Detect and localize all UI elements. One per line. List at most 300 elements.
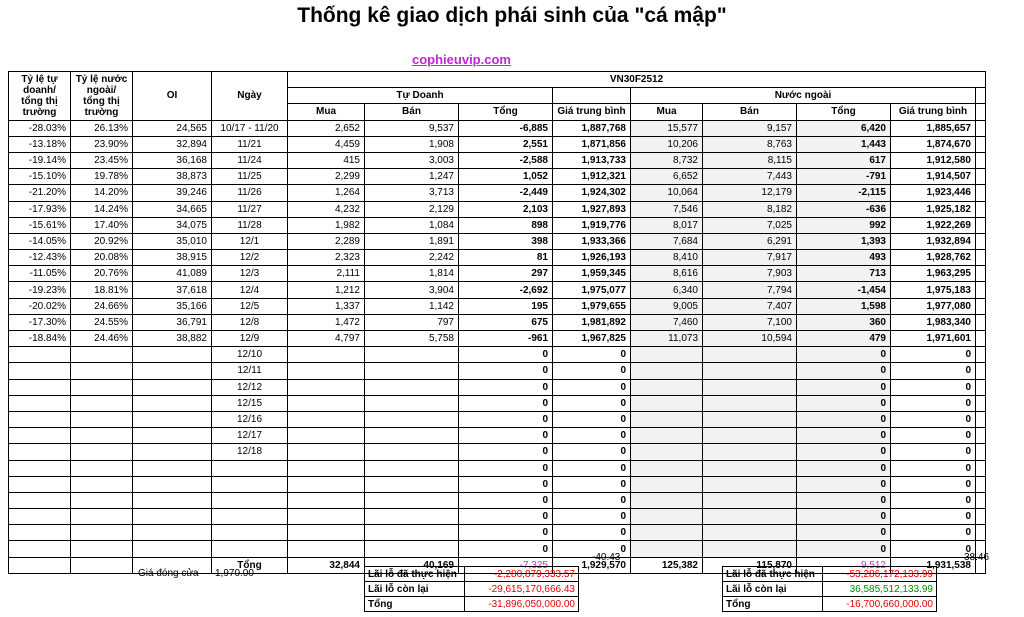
cell-nn-mua <box>631 492 703 508</box>
cell-nuoc-ngoai-ratio: 14.20% <box>71 185 133 201</box>
cell-td-mua: 4,232 <box>288 201 365 217</box>
total-nn-gia: 1,931,538 <box>891 557 976 573</box>
cell-nn-tong: 0 <box>797 428 891 444</box>
cell-blank <box>976 250 986 266</box>
cell-nn-mua <box>631 363 703 379</box>
cell-tu-doanh-ratio <box>9 347 71 363</box>
cell-nuoc-ngoai-ratio: 23.90% <box>71 136 133 152</box>
cell-nn-ban: 7,025 <box>703 217 797 233</box>
cell-oi: 38,915 <box>133 250 212 266</box>
pl-table-tu-doanh <box>364 566 579 612</box>
header-td-tong: Tổng <box>459 104 553 120</box>
table-row <box>9 314 986 330</box>
cell-td-ban: 1,814 <box>365 266 459 282</box>
cell-td-ban <box>365 541 459 557</box>
cell-nn-tong: 0 <box>797 492 891 508</box>
pl-open-label: Lãi lỗ còn lại <box>365 582 465 597</box>
cell-nn-ban: 8,182 <box>703 201 797 217</box>
table-row <box>9 509 986 525</box>
cell-oi <box>133 460 212 476</box>
cell-nn-ban: 7,903 <box>703 266 797 282</box>
cell-td-tong: 0 <box>459 428 553 444</box>
cell-date: 12/3 <box>212 266 288 282</box>
cell-td-mua: 2,652 <box>288 120 365 136</box>
cell-nn-tong: 0 <box>797 363 891 379</box>
cell-date: 12/12 <box>212 379 288 395</box>
cell-td-ban: 1,247 <box>365 169 459 185</box>
cell-td-ban <box>365 395 459 411</box>
cell-nuoc-ngoai-ratio <box>71 428 133 444</box>
cell-tu-doanh-ratio: -20.02% <box>9 298 71 314</box>
cell-blank <box>976 217 986 233</box>
cell-blank <box>976 347 986 363</box>
cell-tu-doanh-ratio <box>9 444 71 460</box>
cell-nn-mua: 11,073 <box>631 331 703 347</box>
cell-nuoc-ngoai-ratio: 20.08% <box>71 250 133 266</box>
cell-td-gia: 0 <box>553 347 631 363</box>
header-nuoc-ngoai: Nước ngoài <box>631 88 976 104</box>
cell-td-ban <box>365 492 459 508</box>
site-link[interactable]: cophieuvip.com <box>412 52 511 67</box>
cell-td-ban <box>365 509 459 525</box>
cell-td-gia: 0 <box>553 444 631 460</box>
cell-nuoc-ngoai-ratio: 24.55% <box>71 314 133 330</box>
cell-nn-gia: 0 <box>891 460 976 476</box>
cell-td-mua: 1,472 <box>288 314 365 330</box>
cell-td-mua <box>288 363 365 379</box>
cell-nn-mua: 6,652 <box>631 169 703 185</box>
pl-realized-value: -53,286,172,133.99 <box>823 567 937 582</box>
cell-nn-mua: 8,017 <box>631 217 703 233</box>
total-nn-mua: 125,382 <box>631 557 703 573</box>
header-nn-ban: Bán <box>703 104 797 120</box>
cell-date: 12/1 <box>212 233 288 249</box>
cell-td-tong: 0 <box>459 347 553 363</box>
cell-nn-mua: 6,340 <box>631 282 703 298</box>
cell-blank <box>976 428 986 444</box>
cell-td-gia: 0 <box>553 395 631 411</box>
cell-blank <box>976 379 986 395</box>
cell-blank <box>976 201 986 217</box>
cell-nn-gia: 0 <box>891 525 976 541</box>
table-row <box>9 201 986 217</box>
cell-td-gia: 1,959,345 <box>553 266 631 282</box>
header-ngay: Ngày <box>212 72 288 121</box>
cell-nn-ban: 12,179 <box>703 185 797 201</box>
cell-oi: 35,010 <box>133 233 212 249</box>
cell-td-ban: 3,003 <box>365 152 459 168</box>
header-tu-doanh: Tự Doanh <box>288 88 553 104</box>
cell-td-ban: 9,537 <box>365 120 459 136</box>
cell-td-mua: 415 <box>288 152 365 168</box>
header-nn-mua: Mua <box>631 104 703 120</box>
cell-nn-mua: 15,577 <box>631 120 703 136</box>
cell-td-tong: 0 <box>459 509 553 525</box>
cell-nn-tong: 617 <box>797 152 891 168</box>
table-row <box>9 185 986 201</box>
header-blank <box>976 88 986 104</box>
pl-total-label: Tổng <box>365 597 465 612</box>
cell-td-tong: 2,103 <box>459 201 553 217</box>
cell-blank <box>976 331 986 347</box>
cell-oi <box>133 379 212 395</box>
cell-td-tong: 0 <box>459 411 553 427</box>
cell-nn-gia: 0 <box>891 347 976 363</box>
cell-td-tong: 0 <box>459 492 553 508</box>
cell-oi <box>133 509 212 525</box>
cell-nn-mua <box>631 347 703 363</box>
cell-nn-tong: 0 <box>797 525 891 541</box>
cell-nuoc-ngoai-ratio <box>71 492 133 508</box>
cell-blank <box>976 492 986 508</box>
header-tu-doanh-ratio: Tỷ lệ tự doanh/ tổng thị trường <box>9 72 71 121</box>
cell-td-ban <box>365 347 459 363</box>
cell-td-mua <box>288 541 365 557</box>
cell-oi: 32,894 <box>133 136 212 152</box>
cell-date <box>212 509 288 525</box>
cell-nuoc-ngoai-ratio: 20.92% <box>71 233 133 249</box>
cell-td-tong: 0 <box>459 395 553 411</box>
cell-nn-ban: 10,594 <box>703 331 797 347</box>
cell-oi <box>133 476 212 492</box>
cell-td-tong: 0 <box>459 460 553 476</box>
cell-nn-ban: 7,443 <box>703 169 797 185</box>
cell-blank <box>976 233 986 249</box>
cell-nn-gia: 1,925,182 <box>891 201 976 217</box>
cell-nn-tong: 0 <box>797 395 891 411</box>
cell-nuoc-ngoai-ratio <box>71 460 133 476</box>
cell-tu-doanh-ratio: -15.10% <box>9 169 71 185</box>
cell-nuoc-ngoai-ratio: 20.76% <box>71 266 133 282</box>
cell-tu-doanh-ratio: -14.05% <box>9 233 71 249</box>
table-row <box>9 233 986 249</box>
cell-nuoc-ngoai-ratio <box>71 476 133 492</box>
cell-nn-gia: 0 <box>891 363 976 379</box>
cell-td-tong: -6,885 <box>459 120 553 136</box>
cell-nn-gia: 1,912,580 <box>891 152 976 168</box>
cell-td-mua: 2,299 <box>288 169 365 185</box>
cell-nn-tong: 1,443 <box>797 136 891 152</box>
cell-td-gia: 0 <box>553 509 631 525</box>
total-td-gia: 1,929,570 <box>553 557 631 573</box>
cell-nn-gia: 1,923,446 <box>891 185 976 201</box>
cell-nn-gia: 1,914,507 <box>891 169 976 185</box>
total-td-ban: 40,169 <box>365 557 459 573</box>
cell-date: 12/5 <box>212 298 288 314</box>
cell-nn-ban <box>703 509 797 525</box>
cell-date: 12/15 <box>212 395 288 411</box>
cell-td-ban: 2,242 <box>365 250 459 266</box>
cell-tu-doanh-ratio <box>9 509 71 525</box>
cell-td-mua: 1,337 <box>288 298 365 314</box>
table-row <box>9 136 986 152</box>
cell-nn-tong: 992 <box>797 217 891 233</box>
cell-nn-ban: 8,763 <box>703 136 797 152</box>
cell-date <box>212 525 288 541</box>
cell-nn-mua <box>631 509 703 525</box>
cell-date: 11/24 <box>212 152 288 168</box>
cell-nn-mua <box>631 428 703 444</box>
cell-oi: 41,089 <box>133 266 212 282</box>
cell-nn-mua: 7,460 <box>631 314 703 330</box>
cell-nn-tong: 493 <box>797 250 891 266</box>
cell-nn-tong: -636 <box>797 201 891 217</box>
cell-blank <box>976 395 986 411</box>
cell-td-ban: 1,908 <box>365 136 459 152</box>
header-nn-tong: Tổng <box>797 104 891 120</box>
pl-total-label: Tổng <box>723 597 823 612</box>
totals-label: Tổng <box>212 557 288 573</box>
cell-oi: 35,166 <box>133 298 212 314</box>
cell-blank <box>976 298 986 314</box>
pl-realized-label: Lãi lỗ đã thực hiện <box>723 567 823 582</box>
cell-td-tong: 0 <box>459 379 553 395</box>
cell-td-mua <box>288 379 365 395</box>
cell-tu-doanh-ratio <box>9 411 71 427</box>
cell-td-ban: 5,758 <box>365 331 459 347</box>
cell-date <box>212 476 288 492</box>
diff-nuoc-ngoai: 38.46 <box>964 552 990 563</box>
cell-nn-gia: 1,963,295 <box>891 266 976 282</box>
cell-td-ban <box>365 363 459 379</box>
table-row <box>9 266 986 282</box>
table-row <box>9 460 986 476</box>
cell-nn-tong: -791 <box>797 169 891 185</box>
cell-td-tong: 297 <box>459 266 553 282</box>
cell-td-gia: 0 <box>553 411 631 427</box>
cell-td-tong: 0 <box>459 363 553 379</box>
cell-blank <box>9 557 71 573</box>
cell-td-gia: 1,919,776 <box>553 217 631 233</box>
pl-total-value: -31,896,050,000.00 <box>465 597 579 612</box>
cell-blank <box>976 460 986 476</box>
cell-nuoc-ngoai-ratio <box>71 541 133 557</box>
cell-td-gia: 0 <box>553 525 631 541</box>
cell-td-gia: 1,924,302 <box>553 185 631 201</box>
cell-nn-mua: 10,064 <box>631 185 703 201</box>
cell-td-mua <box>288 476 365 492</box>
table-row <box>9 331 986 347</box>
cell-nuoc-ngoai-ratio <box>71 509 133 525</box>
cell-blank <box>976 444 986 460</box>
cell-tu-doanh-ratio: -28.03% <box>9 120 71 136</box>
pl-total-value: -16,700,660,000.00 <box>823 597 937 612</box>
table-row <box>9 428 986 444</box>
cell-date <box>212 460 288 476</box>
cell-nn-mua: 8,732 <box>631 152 703 168</box>
cell-nn-tong: 0 <box>797 379 891 395</box>
cell-nn-ban <box>703 460 797 476</box>
header-contract: VN30F2512 <box>288 72 986 88</box>
cell-nn-mua <box>631 395 703 411</box>
cell-td-ban <box>365 379 459 395</box>
cell-td-tong: 81 <box>459 250 553 266</box>
cell-nuoc-ngoai-ratio: 19.78% <box>71 169 133 185</box>
cell-td-mua <box>288 492 365 508</box>
cell-nn-ban <box>703 476 797 492</box>
pl-table-nuoc-ngoai <box>722 566 937 612</box>
cell-tu-doanh-ratio: -17.30% <box>9 314 71 330</box>
cell-tu-doanh-ratio: -18.84% <box>9 331 71 347</box>
cell-td-ban <box>365 476 459 492</box>
cell-nuoc-ngoai-ratio: 24.46% <box>71 331 133 347</box>
cell-tu-doanh-ratio: -19.14% <box>9 152 71 168</box>
cell-nn-mua: 10,206 <box>631 136 703 152</box>
cell-nn-mua <box>631 525 703 541</box>
cell-nn-gia: 0 <box>891 444 976 460</box>
cell-blank <box>976 476 986 492</box>
cell-td-gia: 1,912,321 <box>553 169 631 185</box>
cell-td-tong: -2,588 <box>459 152 553 168</box>
cell-oi <box>133 492 212 508</box>
cell-td-gia: 0 <box>553 379 631 395</box>
cell-td-ban <box>365 460 459 476</box>
table-row <box>9 152 986 168</box>
cell-nn-ban: 7,794 <box>703 282 797 298</box>
pl-open-value: -29,615,170,666.43 <box>465 582 579 597</box>
total-td-mua: 32,844 <box>288 557 365 573</box>
cell-td-gia: 1,871,856 <box>553 136 631 152</box>
cell-td-ban: 3,713 <box>365 185 459 201</box>
cell-td-mua: 2,289 <box>288 233 365 249</box>
cell-td-ban <box>365 411 459 427</box>
cell-date: 11/28 <box>212 217 288 233</box>
cell-nn-mua: 9,005 <box>631 298 703 314</box>
close-price-label: Giá đóng cửa <box>138 568 199 579</box>
cell-td-mua <box>288 347 365 363</box>
cell-tu-doanh-ratio <box>9 460 71 476</box>
cell-nn-tong: 0 <box>797 347 891 363</box>
cell-oi <box>133 411 212 427</box>
cell-nn-mua: 8,410 <box>631 250 703 266</box>
cell-nuoc-ngoai-ratio: 23.45% <box>71 152 133 168</box>
cell-nn-gia: 1,928,762 <box>891 250 976 266</box>
cell-td-ban: 797 <box>365 314 459 330</box>
cell-nn-gia: 0 <box>891 395 976 411</box>
cell-nuoc-ngoai-ratio: 26.13% <box>71 120 133 136</box>
table-row <box>9 525 986 541</box>
cell-date <box>212 541 288 557</box>
cell-td-mua: 1,982 <box>288 217 365 233</box>
cell-date: 11/27 <box>212 201 288 217</box>
table-row <box>9 444 986 460</box>
cell-oi: 36,168 <box>133 152 212 168</box>
cell-nn-gia: 1,932,894 <box>891 233 976 249</box>
cell-blank <box>976 152 986 168</box>
cell-td-gia: 0 <box>553 476 631 492</box>
table-row <box>9 347 986 363</box>
cell-td-mua: 2,323 <box>288 250 365 266</box>
cell-td-gia: 1,913,733 <box>553 152 631 168</box>
cell-td-gia: 1,887,768 <box>553 120 631 136</box>
cell-td-tong: 2,551 <box>459 136 553 152</box>
cell-td-ban <box>365 428 459 444</box>
cell-td-tong: 0 <box>459 525 553 541</box>
cell-oi: 38,873 <box>133 169 212 185</box>
cell-nuoc-ngoai-ratio: 14.24% <box>71 201 133 217</box>
cell-nuoc-ngoai-ratio: 24.66% <box>71 298 133 314</box>
cell-td-mua <box>288 395 365 411</box>
cell-oi: 36,791 <box>133 314 212 330</box>
cell-oi: 38,882 <box>133 331 212 347</box>
cell-tu-doanh-ratio <box>9 541 71 557</box>
cell-nn-ban <box>703 541 797 557</box>
cell-date: 12/11 <box>212 363 288 379</box>
cell-date: 12/9 <box>212 331 288 347</box>
cell-nn-ban: 7,407 <box>703 298 797 314</box>
cell-nn-ban: 7,917 <box>703 250 797 266</box>
cell-nn-ban <box>703 444 797 460</box>
cell-nn-tong: 1,393 <box>797 233 891 249</box>
cell-nn-gia: 0 <box>891 428 976 444</box>
cell-date: 12/8 <box>212 314 288 330</box>
cell-date: 12/17 <box>212 428 288 444</box>
cell-tu-doanh-ratio <box>9 428 71 444</box>
cell-tu-doanh-ratio: -19.23% <box>9 282 71 298</box>
cell-oi: 39,246 <box>133 185 212 201</box>
cell-nn-tong: 6,420 <box>797 120 891 136</box>
header-nuoc-ngoai-ratio: Tỷ lệ nước ngoài/ tổng thị trường <box>71 72 133 121</box>
cell-td-tong: -961 <box>459 331 553 347</box>
cell-td-mua: 2,111 <box>288 266 365 282</box>
table-row <box>9 169 986 185</box>
cell-oi <box>133 541 212 557</box>
total-nn-ban: 115,870 <box>703 557 797 573</box>
cell-date: 11/25 <box>212 169 288 185</box>
cell-date: 12/18 <box>212 444 288 460</box>
cell-td-gia: 1,927,893 <box>553 201 631 217</box>
cell-td-mua: 4,459 <box>288 136 365 152</box>
cell-nn-tong: 0 <box>797 411 891 427</box>
cell-nn-ban <box>703 363 797 379</box>
cell-nn-mua: 8,616 <box>631 266 703 282</box>
cell-oi <box>133 363 212 379</box>
cell-blank <box>976 314 986 330</box>
cell-tu-doanh-ratio: -21.20% <box>9 185 71 201</box>
cell-td-ban: 2,129 <box>365 201 459 217</box>
table-row <box>9 363 986 379</box>
cell-nuoc-ngoai-ratio <box>71 444 133 460</box>
cell-nn-ban <box>703 492 797 508</box>
cell-nn-ban: 9,157 <box>703 120 797 136</box>
cell-blank <box>976 185 986 201</box>
table-row <box>9 492 986 508</box>
table-row <box>9 282 986 298</box>
pl-open-label: Lãi lỗ còn lại <box>723 582 823 597</box>
cell-nn-mua <box>631 460 703 476</box>
cell-td-tong: 398 <box>459 233 553 249</box>
cell-nn-gia: 1,922,269 <box>891 217 976 233</box>
cell-td-mua <box>288 411 365 427</box>
cell-nn-ban: 8,115 <box>703 152 797 168</box>
cell-oi: 24,565 <box>133 120 212 136</box>
cell-oi <box>133 444 212 460</box>
cell-tu-doanh-ratio: -15.61% <box>9 217 71 233</box>
cell-nn-gia: 0 <box>891 541 976 557</box>
cell-nn-gia: 0 <box>891 411 976 427</box>
cell-nuoc-ngoai-ratio <box>71 379 133 395</box>
cell-td-tong: -2,692 <box>459 282 553 298</box>
cell-tu-doanh-ratio <box>9 525 71 541</box>
cell-td-mua <box>288 428 365 444</box>
cell-tu-doanh-ratio <box>9 492 71 508</box>
cell-oi: 34,665 <box>133 201 212 217</box>
cell-td-gia: 1,967,825 <box>553 331 631 347</box>
cell-td-gia: 0 <box>553 460 631 476</box>
cell-tu-doanh-ratio <box>9 363 71 379</box>
cell-td-tong: 0 <box>459 541 553 557</box>
header-nn-gia: Giá trung bình <box>891 104 976 120</box>
